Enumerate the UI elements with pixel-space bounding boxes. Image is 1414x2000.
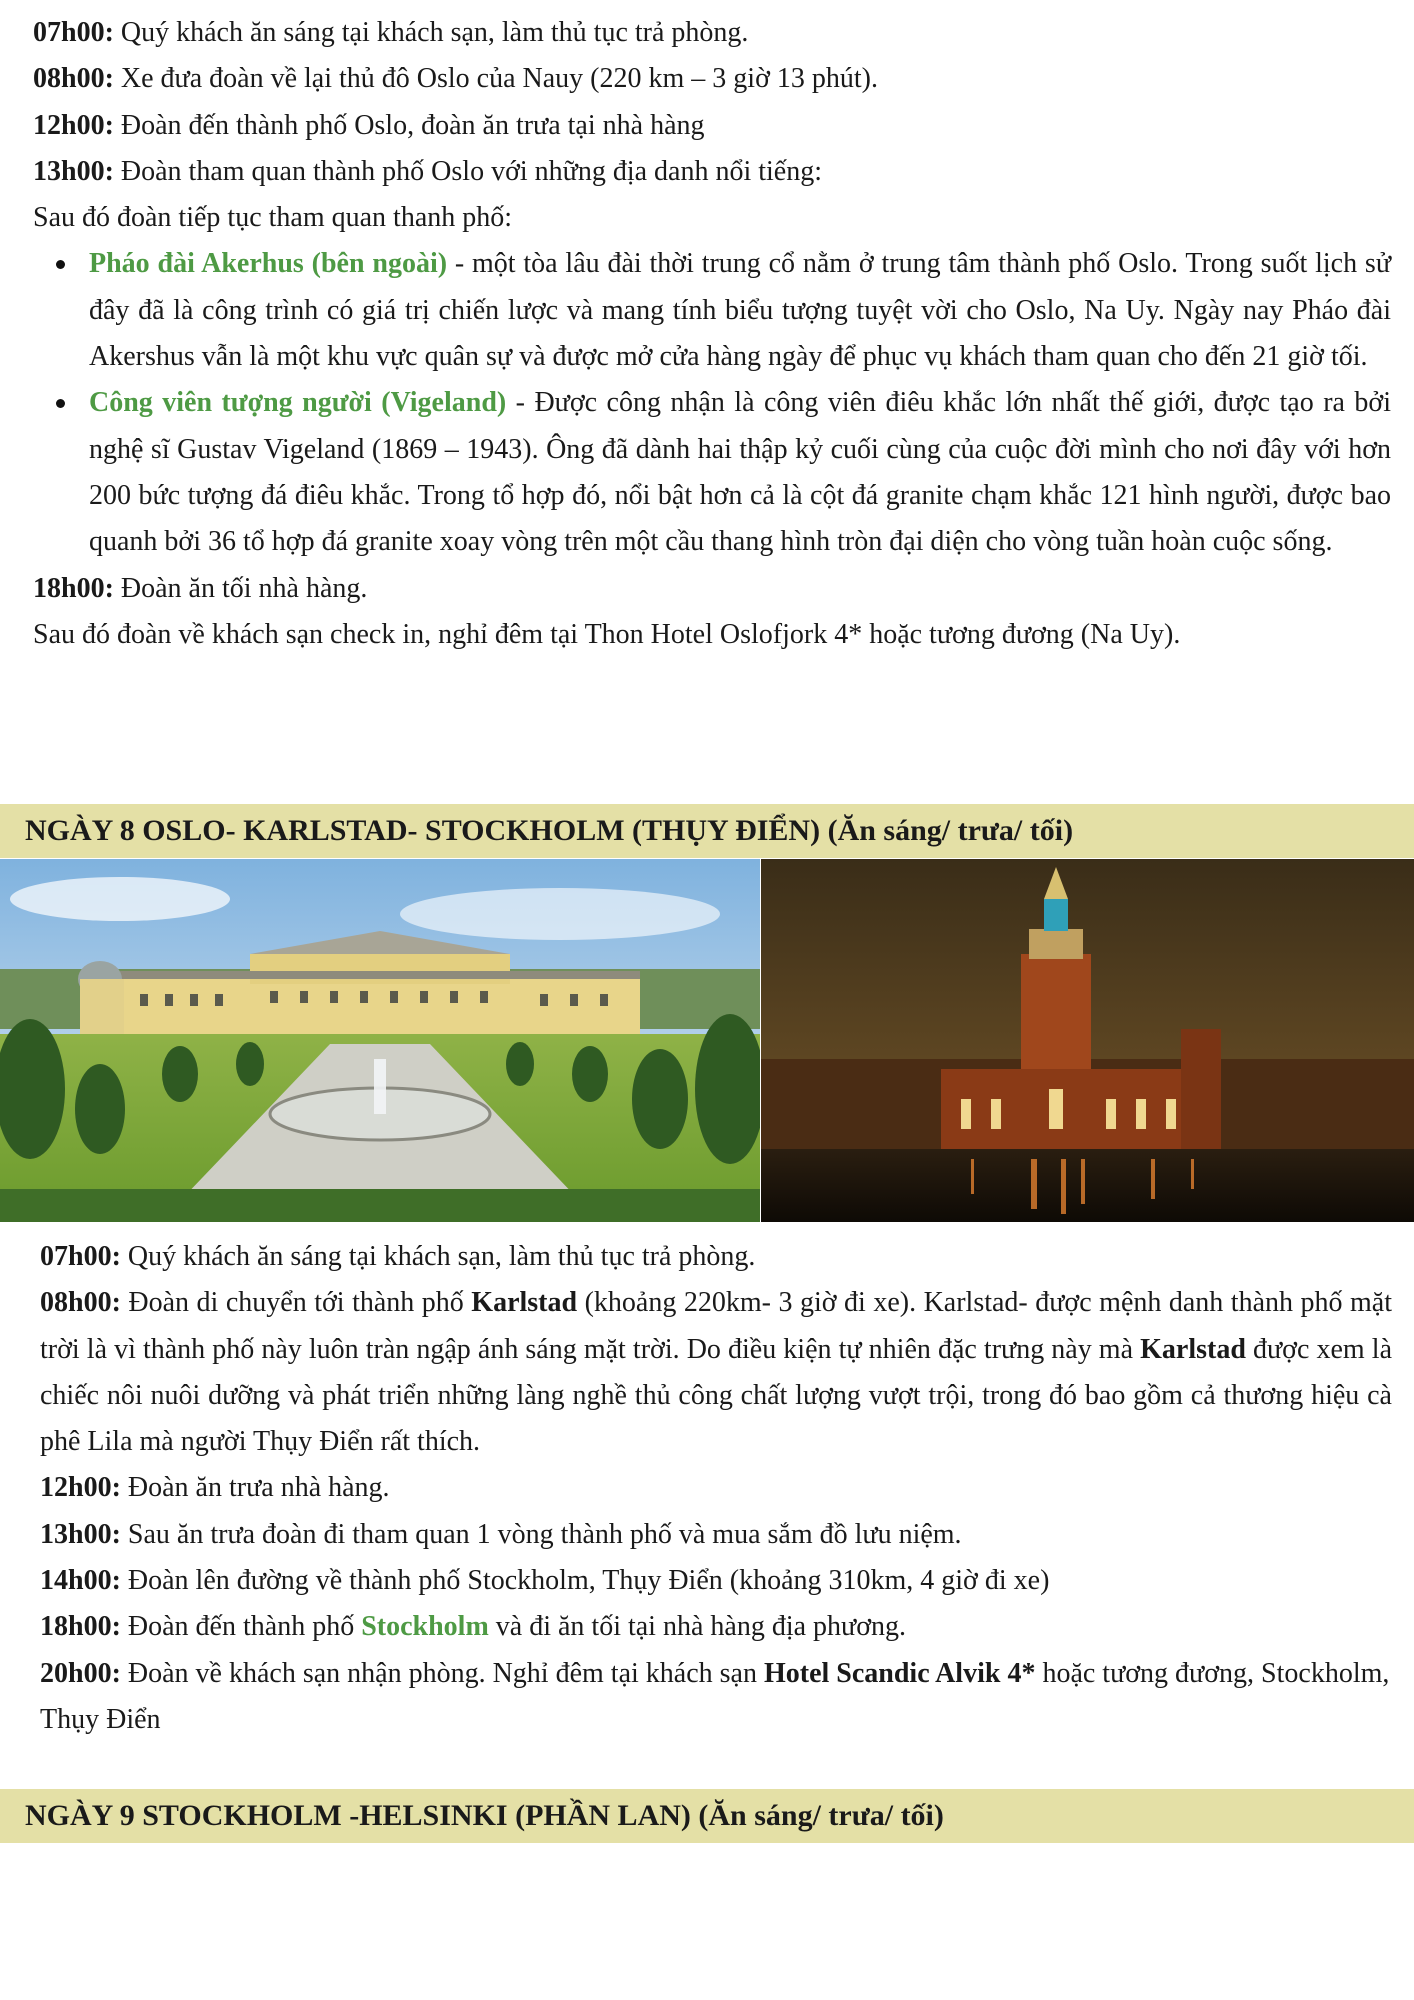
schedule-line: 12h00: Đoàn ăn trưa nhà hàng. bbox=[40, 1472, 390, 1504]
schedule-line: 18h00: Đoàn đến thành phố Stockholm và đi ăn tối tại nhà hàng địa phương. bbox=[40, 1611, 907, 1643]
attraction-list bbox=[33, 241, 1391, 565]
intro-text: Sau đó đoàn tiếp tục tham quan thanh phố: bbox=[33, 202, 513, 234]
day8-heading: NGÀY 8 OSLO- KARLSTAD- STOCKHOLM (THỤY ĐIỂN) (Ăn sáng/ trưa/ tối) bbox=[0, 804, 1414, 858]
schedule-line: 08h00: Đoàn di chuyển tới thành phố Karlstad (khoảng 220km- 3 giờ đi xe). Karlstad- được mệnh danh thành phố mặt trời là vì thành phố này luôn tràn ngập ánh sáng mặt trời. Do điều kiện tự nhiên đặc trưng này mà Karlstad được xem là chiếc nôi nuôi dưỡng và phát triển những làng nghề thủ công chất lượng vượt trội, trong đó bao gồm cả thương hiệu cà phê Lila mà người Thụy Điển rất thích. bbox=[40, 1287, 1393, 1458]
attraction-item: Công viên tượng người (Vigeland) - Được công nhận là công viên điêu khắc lớn nhất thế giới, được tạo ra bởi nghệ sĩ Gustav Vigeland (1869 – 1943). Ông đã dành hai thập kỷ cuối cùng của cuộc đời mình cho nơi đây với hơn 200 bức tượng đá điêu khắc. Trong tổ hợp đó, nổi bật hơn cả là cột đá granite chạm khắc 121 hình người, được bao quanh bởi 36 tổ hợp đá granite xoay vòng trên một cầu thang hình tròn đại diện cho vòng tuần hoàn cuộc sống. bbox=[89, 380, 1391, 565]
attraction-item: Pháo đài Akerhus (bên ngoài) - một tòa lâu đài thời trung cổ nằm ở trung tâm thành phố Oslo. Trong suốt lịch sử đây đã là công trình có giá trị chiến lược và mang tính biểu tượng tuyệt vời cho Oslo, Na Uy. Ngày nay Pháo đài Akershus vẫn là một khu vực quân sự và được mở cửa hàng ngày để phục vụ khách tham quan cho đến 21 giờ tối. bbox=[89, 241, 1391, 380]
attraction-name: Công viên tượng người (Vigeland) bbox=[89, 387, 507, 419]
attraction-name: Pháo đài Akerhus (bên ngoài) bbox=[89, 248, 448, 280]
city-name: Stockholm bbox=[361, 1611, 489, 1643]
hotel-name: Hotel Scandic Alvik 4* bbox=[763, 1657, 1036, 1689]
schedule-line: 07h00: Quý khách ăn sáng tại khách sạn, làm thủ tục trả phòng. bbox=[40, 1241, 756, 1272]
schedule-line: 18h00: Đoàn ăn tối nhà hàng. bbox=[33, 572, 368, 604]
day8-section bbox=[40, 1234, 1392, 1743]
day7-section bbox=[33, 10, 1391, 658]
schedule-line: 20h00: Đoàn về khách sạn nhận phòng. Nghỉ đêm tại khách sạn Hotel Scandic Alvik 4* hoặc tương đương, Stockholm, Thụy Điển bbox=[40, 1657, 1390, 1735]
schedule-line: 13h00: Sau ăn trưa đoàn đi tham quan 1 vòng thành phố và mua sắm đồ lưu niệm. bbox=[40, 1518, 962, 1550]
city-hall-photo bbox=[761, 859, 1414, 1222]
day9-heading: NGÀY 9 STOCKHOLM -HELSINKI (PHẦN LAN) (Ăn sáng/ trưa/ tối) bbox=[0, 1789, 1414, 1843]
schedule-line: 13h00: Đoàn tham quan thành phố Oslo với những địa danh nổi tiếng: bbox=[33, 155, 823, 187]
schedule-line: 14h00: Đoàn lên đường về thành phố Stockholm, Thụy Điển (khoảng 310km, 4 giờ đi xe) bbox=[40, 1565, 1050, 1597]
schedule-line: 08h00: Xe đưa đoàn về lại thủ đô Oslo của Nauy (220 km – 3 giờ 13 phút). bbox=[33, 63, 878, 95]
closing-text: Sau đó đoàn về khách sạn check in, nghỉ đêm tại Thon Hotel Oslofjork 4* hoặc tương đương (Na Uy). bbox=[33, 618, 1181, 650]
schedule-line: 12h00: Đoàn đến thành phố Oslo, đoàn ăn trưa tại nhà hàng bbox=[33, 109, 705, 141]
schedule-line: 07h00: Quý khách ăn sáng tại khách sạn, làm thủ tục trả phòng. bbox=[33, 17, 749, 48]
palace-photo bbox=[0, 859, 760, 1222]
